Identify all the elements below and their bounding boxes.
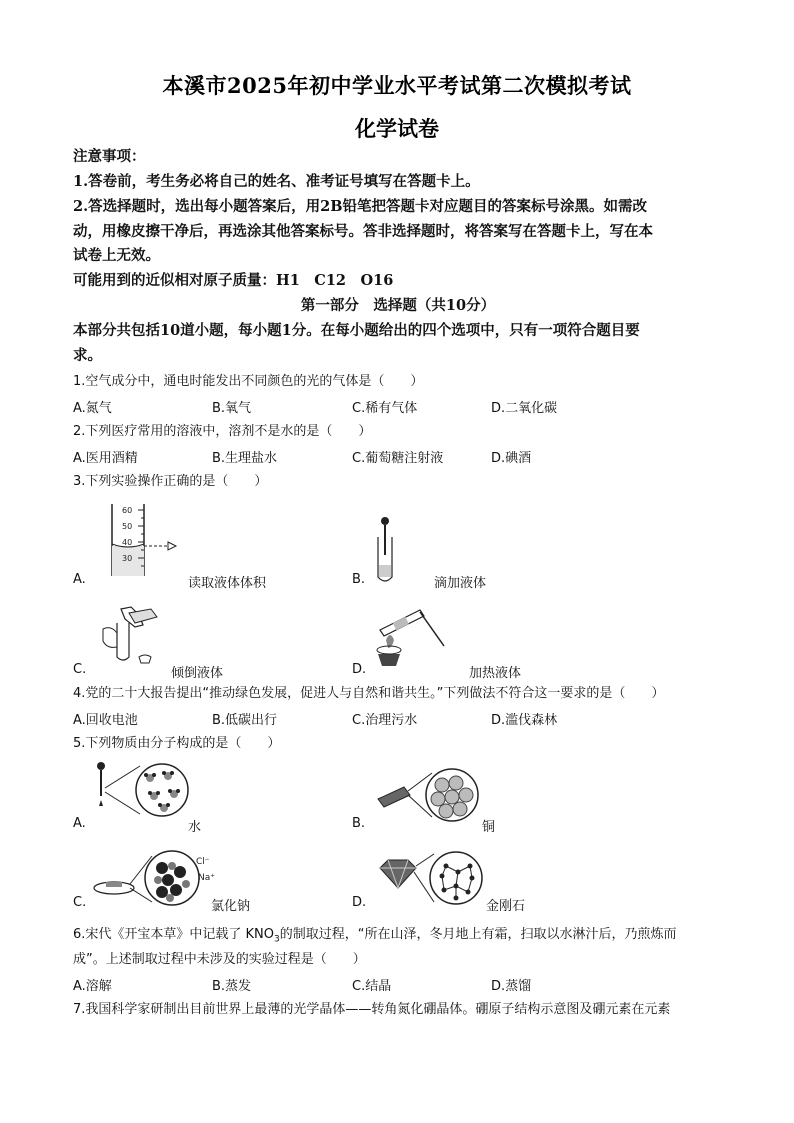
q5-option-d-letter[interactable]: D.	[352, 895, 367, 910]
option-d[interactable]: D.蒸馏	[491, 979, 532, 994]
notes-item-1: 1.答卷前，考生务必将自己的姓名、准考证号填写在答题卡上。	[73, 173, 480, 190]
diamond-figure	[376, 848, 488, 910]
q5-option-a-text: 水	[188, 820, 202, 835]
part1-intro-line-1: 本部分共包括10道小题，每小题1分。在每小题给出的四个选项中，只有一项符合题目要	[73, 322, 640, 339]
notes-item-2-line-3: 试卷上无效。	[73, 247, 160, 264]
q5-option-b-text: 铜	[482, 820, 496, 835]
q5-option-c-letter[interactable]: C.	[73, 895, 87, 910]
part1-heading: 第一部分 选择题（共10分）	[300, 297, 496, 314]
q3-option-d-letter[interactable]: D.	[352, 662, 367, 677]
option-a[interactable]: A.医用酒精	[73, 451, 138, 466]
exam-title: 本溪市2025年初中学业水平考试第二次模拟考试	[162, 73, 632, 98]
option-c[interactable]: C.治理污水	[352, 713, 418, 728]
q5-option-b-letter[interactable]: B.	[352, 816, 366, 831]
q3-option-a-letter[interactable]: A.	[73, 572, 86, 587]
notes-heading: 注意事项：	[73, 148, 146, 165]
question-1-stem: 1.空气成分中，通电时能发出不同颜色的光的气体是（ ）	[73, 374, 424, 389]
tick-label: 60	[122, 506, 133, 515]
question-6-options	[73, 975, 723, 995]
q6-stem-subscript: 3	[274, 934, 280, 945]
question-2-stem: 2.下列医疗常用的溶液中，溶剂不是水的是（ ）	[73, 424, 372, 439]
option-a[interactable]: A.溶解	[73, 979, 112, 994]
chloride-ion-label: Cl⁻	[196, 857, 210, 867]
q6-stem-part-b: 的制取过程，“所在山泽，冬月地上有霜，扫取以水淋汁后，乃煎炼而	[279, 927, 677, 942]
question-2-options	[73, 447, 723, 467]
option-a[interactable]: A.氮气	[73, 401, 112, 416]
tick-label: 50	[122, 522, 133, 531]
q3-option-c-letter[interactable]: C.	[73, 662, 87, 677]
option-b[interactable]: B.低碳出行	[212, 713, 278, 728]
q3-option-c-text: 倾倒液体	[171, 666, 224, 681]
exam-subtitle: 化学试卷	[355, 116, 439, 141]
sodium-chloride-figure	[92, 848, 217, 910]
question-7-stem: 7.我国科学家研制出目前世界上最薄的光学晶体——转角氮化硼晶体。硼原子结构示意图及硼元素在元素	[73, 1002, 671, 1017]
question-6-stem-line-2: 成”。上述制取过程中未涉及的实验过程是（ ）	[73, 952, 366, 967]
question-4-stem: 4.党的二十大报告提出“推动绿色发展，促进人与自然和谐共生。”下列做法不符合这一要求的是（ ）	[73, 686, 665, 701]
dropper-figure	[370, 515, 400, 587]
question-4-options	[73, 709, 723, 729]
option-d[interactable]: D.二氧化碳	[491, 401, 558, 416]
option-c[interactable]: C.葡萄糖注射液	[352, 451, 444, 466]
option-a[interactable]: A.回收电池	[73, 713, 138, 728]
notes-item-2-line-1: 2.答选择题时，选出每小题答案后，用2B铅笔把答题卡对应题目的答案标号涂黑。如需改	[73, 198, 647, 215]
tick-label: 40	[122, 538, 133, 547]
graduated-cylinder-figure	[100, 500, 190, 580]
atomic-mass-line: 可能用到的近似相对原子质量：H1 C12 O16	[73, 272, 394, 289]
q3-option-b-letter[interactable]: B.	[352, 572, 366, 587]
water-molecule-figure	[92, 760, 197, 822]
q5-option-d-text: 金刚石	[486, 899, 526, 914]
question-6-stem-line-1	[73, 925, 723, 950]
q3-option-b-text: 滴加液体	[434, 576, 487, 591]
option-b[interactable]: B.生理盐水	[212, 451, 278, 466]
tick-label: 30	[122, 554, 133, 563]
question-3-stem: 3.下列实验操作正确的是（ ）	[73, 474, 268, 489]
notes-item-2-line-2: 动，用橡皮擦干净后，再选涂其他答案标号。答非选择题时，将答案写在答题卡上，写在本	[73, 223, 653, 240]
question-5-stem: 5.下列物质由分子构成的是（ ）	[73, 736, 281, 751]
q5-option-a-letter[interactable]: A.	[73, 816, 86, 831]
part1-intro-line-2: 求。	[73, 347, 102, 364]
q5-option-c-text: 氯化钠	[211, 899, 251, 914]
option-d[interactable]: D.碘酒	[491, 451, 532, 466]
q3-option-a-text: 读取液体体积	[188, 576, 267, 591]
option-b[interactable]: B.氧气	[212, 401, 252, 416]
q3-option-d-text: 加热液体	[469, 666, 522, 681]
option-c[interactable]: C.稀有气体	[352, 401, 418, 416]
option-d[interactable]: D.滥伐森林	[491, 713, 558, 728]
q6-stem-part-a: 6.宋代《开宝本草》中记载了 KNO	[73, 927, 275, 942]
sodium-ion-label: Na⁺	[198, 873, 215, 883]
option-c[interactable]: C.结晶	[352, 979, 392, 994]
copper-figure	[374, 765, 484, 827]
heating-liquid-figure	[370, 600, 450, 672]
option-b[interactable]: B.蒸发	[212, 979, 252, 994]
question-1-options	[73, 397, 723, 417]
pouring-liquid-figure	[95, 605, 165, 667]
